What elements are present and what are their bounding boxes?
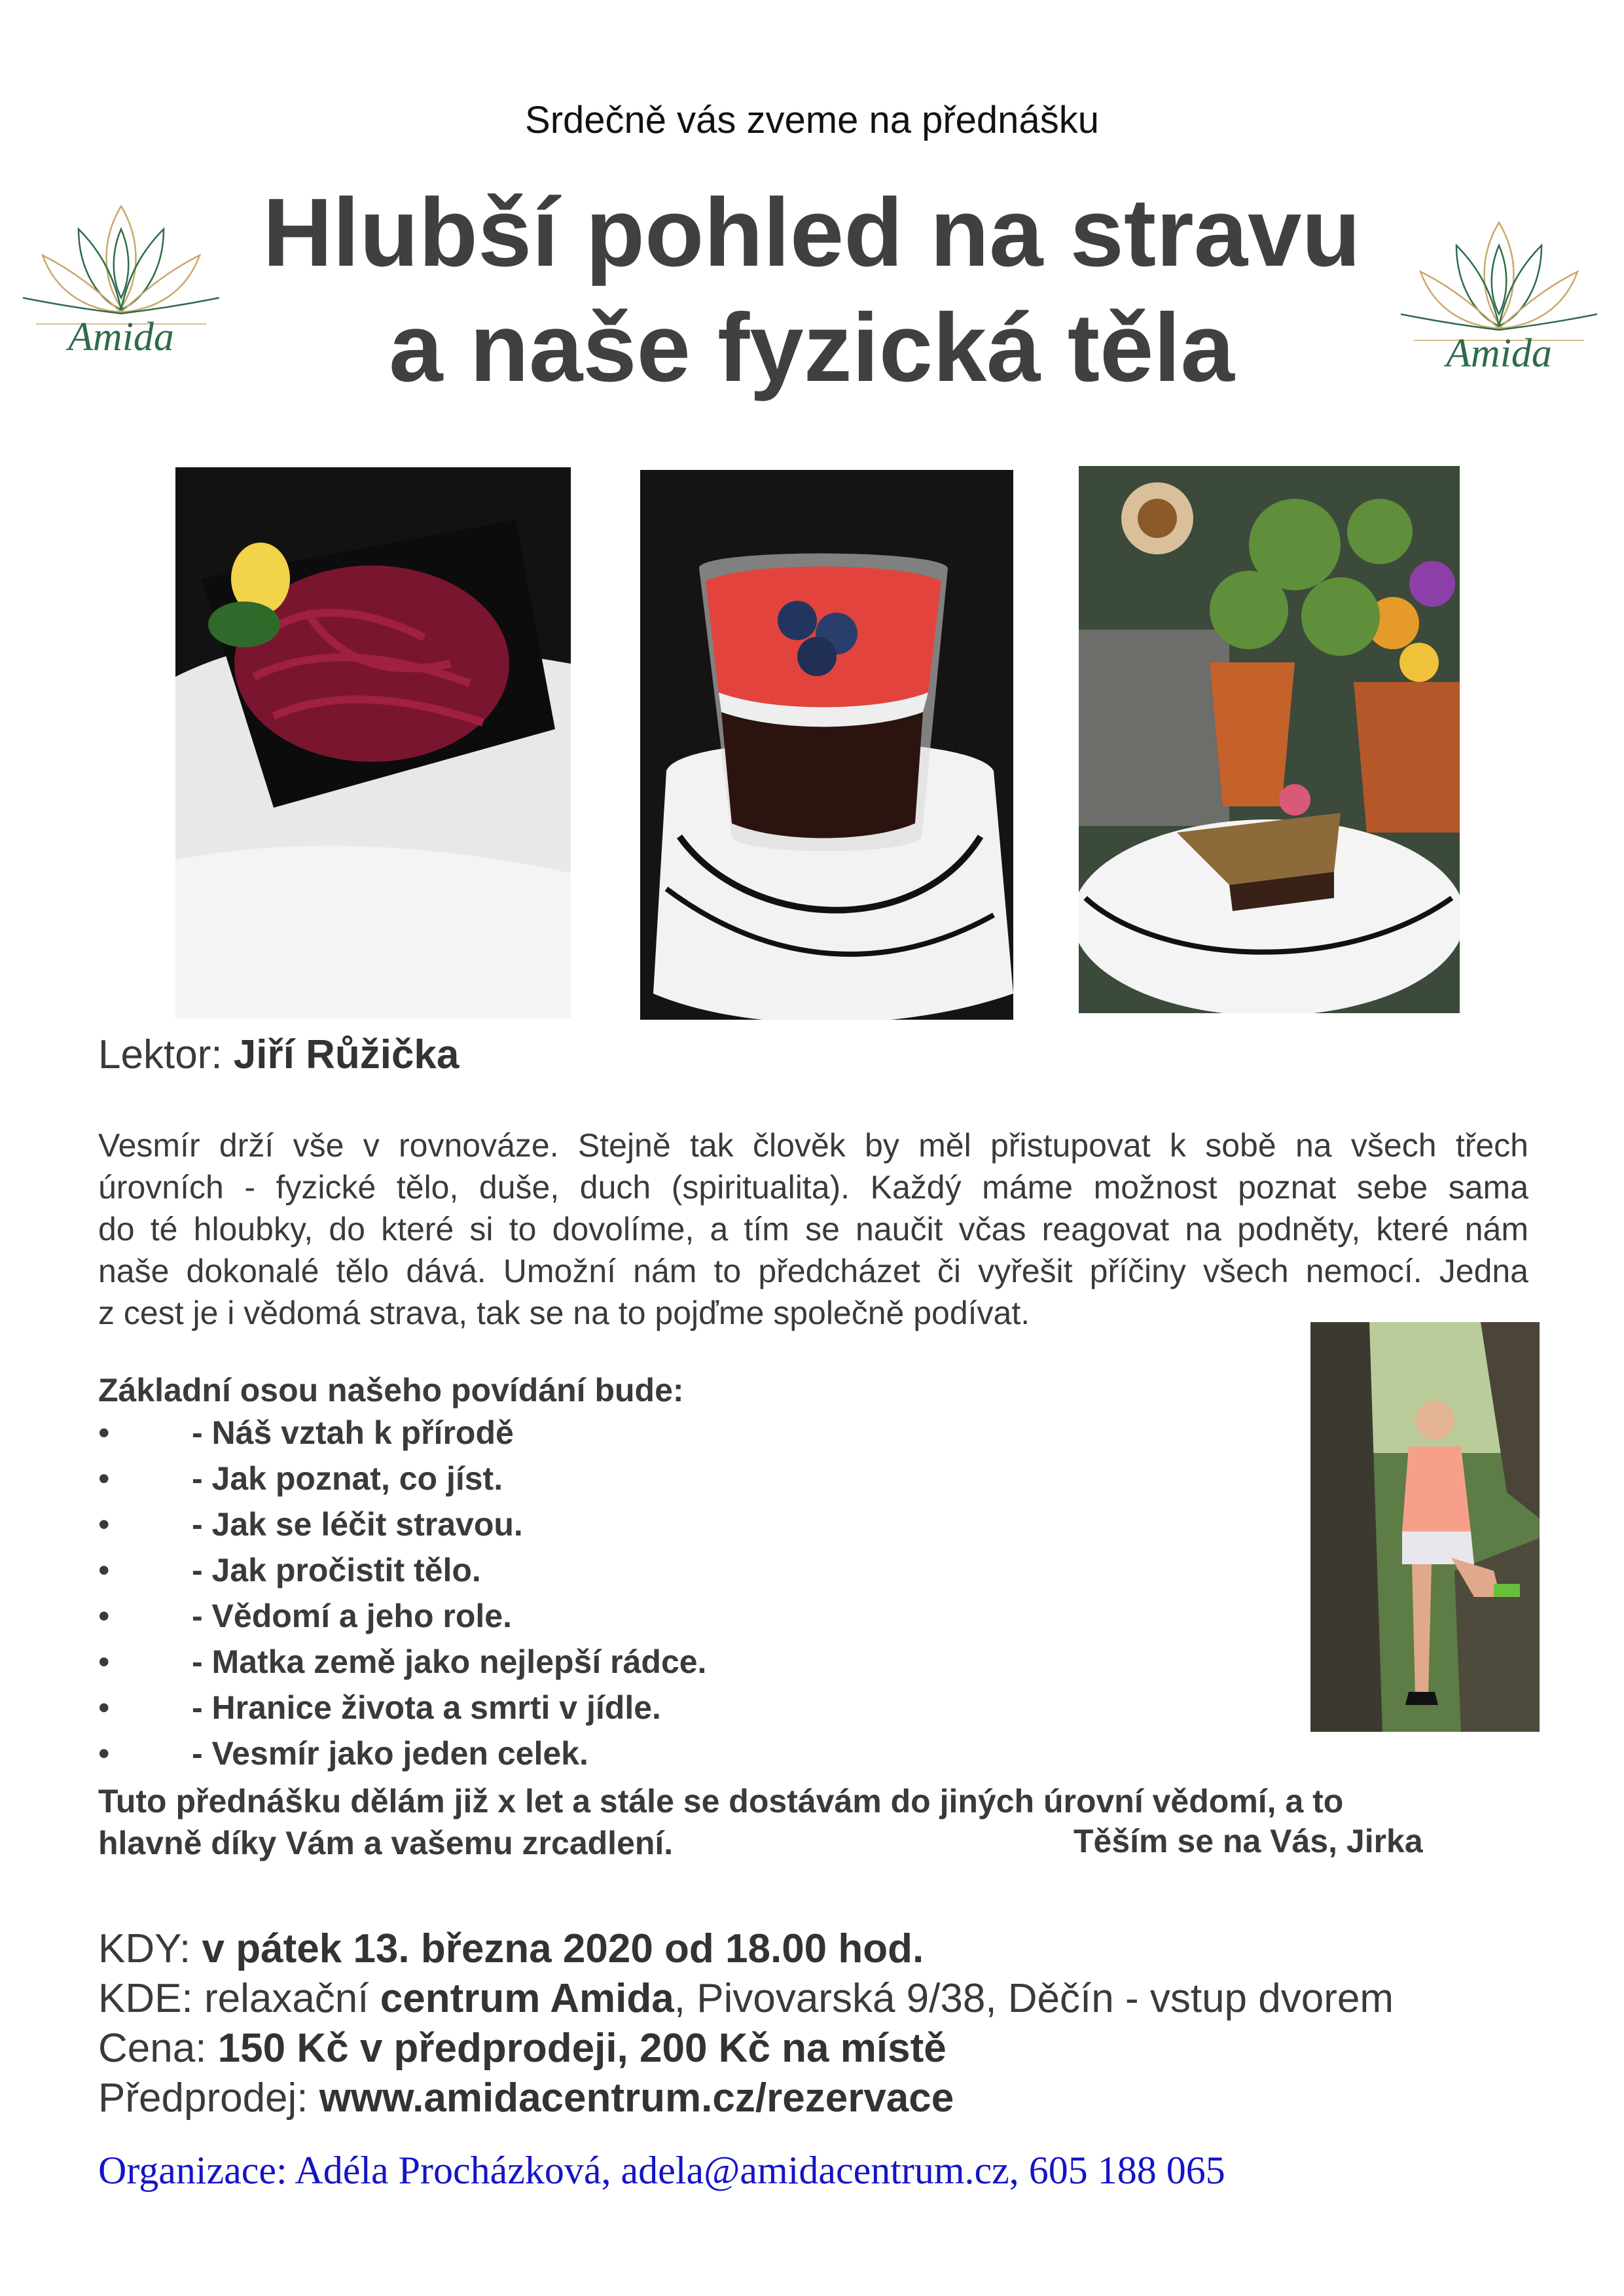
description-line: naše dokonalé tělo dává. Umožní nám to předcházet či vyřešit příčiny všech nemocí. Jedna — [98, 1253, 1528, 1289]
amida-logo-right — [1394, 209, 1604, 380]
topic-text: - Jak poznat, co jíst. — [192, 1460, 503, 1497]
beet-spaghetti-photo — [175, 467, 571, 1018]
price-label: Cena: — [98, 2026, 218, 2071]
title-line-2: a naše fyzická těla — [389, 294, 1235, 402]
organizer-line: Organizace: Adéla Procházková, adela@amidacentrum.cz, 605 188 065 — [98, 2149, 1225, 2192]
event-price — [98, 2025, 947, 2072]
signature: Těším se na Vás, Jirka — [1074, 1823, 1423, 1859]
topic-text: - Jak se léčit stravou. — [192, 1506, 523, 1543]
description-line: z cest je i vědomá strava, tak se na to pojďme společně podívat. — [98, 1295, 1030, 1331]
topic-text: - Matka země jako nejlepší rádce. — [192, 1643, 707, 1680]
price-value: 150 Kč v předprodeji, 200 Kč na místě — [217, 2026, 947, 2071]
topic-text: - Vědomí a jeho role. — [192, 1598, 512, 1634]
lecturer-line — [98, 1031, 459, 1078]
topics-heading: Základní osou našeho povídání bude: — [98, 1372, 684, 1408]
description-line: úrovních - fyzické tělo, duše, duch (spiritualita). Každý máme možnost poznat sebe sama — [98, 1169, 1528, 1206]
topic-text: - Vesmír jako jeden celek. — [192, 1735, 588, 1772]
event-where — [98, 1975, 1394, 2022]
lecturer-portrait-photo — [1310, 1322, 1540, 1732]
lecturer-label: Lektor: — [98, 1032, 234, 1077]
where-prefix: relaxační — [204, 1976, 380, 2021]
description-line: do té hloubky, do které si to dovolíme, a tím se naučit včas reagovat na podněty, které nám — [98, 1211, 1528, 1247]
topic-text: - Náš vztah k přírodě — [192, 1414, 514, 1451]
dessert-glass-photo — [640, 470, 1013, 1020]
cake-slice-photo — [1079, 466, 1460, 1013]
bullet-icon: • — [98, 1506, 110, 1543]
bullet-icon: • — [98, 1598, 110, 1634]
where-venue: centrum Amida — [380, 1976, 674, 2021]
svg-text:Amida: Amida — [68, 315, 174, 359]
presale-label: Předprodej: — [98, 2075, 319, 2121]
title-line-1: Hlubší pohled na stravu — [262, 179, 1361, 287]
invitation-line: Srdečně vás zveme na přednášku — [525, 99, 1099, 141]
bullet-icon: • — [98, 1552, 110, 1588]
bullet-icon: • — [98, 1735, 110, 1772]
topic-text: - Jak pročistit tělo. — [192, 1552, 481, 1588]
bullet-icon: • — [98, 1414, 110, 1451]
where-address: , Pivovarská 9/38, Děčín - vstup dvorem — [674, 1976, 1394, 2021]
closing-line-1: Tuto přednášku dělám již x let a stále se dostávám do jiných úrovní vědomí, a to — [98, 1783, 1344, 1820]
when-value: v pátek 13. března 2020 od 18.00 hod. — [202, 1926, 924, 1971]
where-label: KDE: — [98, 1976, 204, 2021]
topic-text: - Hranice života a smrti v jídle. — [192, 1689, 661, 1726]
svg-text:Amida: Amida — [1446, 331, 1552, 376]
lotus-logo-icon — [16, 193, 226, 363]
event-presale — [98, 2075, 954, 2121]
bullet-icon: • — [98, 1460, 110, 1497]
amida-logo-left — [16, 193, 226, 363]
when-label: KDY: — [98, 1926, 202, 1971]
description-paragraph — [98, 1124, 1528, 1334]
description-line: Vesmír drží vše v rovnováze. Stejně tak člověk by měl přistupovat k sobě na všech třech — [98, 1127, 1528, 1164]
closing-line-2: hlavně díky Vám a vašemu zrcadlení. — [98, 1825, 674, 1861]
lotus-logo-icon — [1394, 209, 1604, 380]
event-when — [98, 1926, 924, 1972]
bullet-icon: • — [98, 1643, 110, 1680]
bullet-icon: • — [98, 1689, 110, 1726]
lecturer-name: Jiří Růžička — [233, 1032, 460, 1077]
presale-link[interactable]: www.amidacentrum.cz/rezervace — [319, 2075, 954, 2121]
